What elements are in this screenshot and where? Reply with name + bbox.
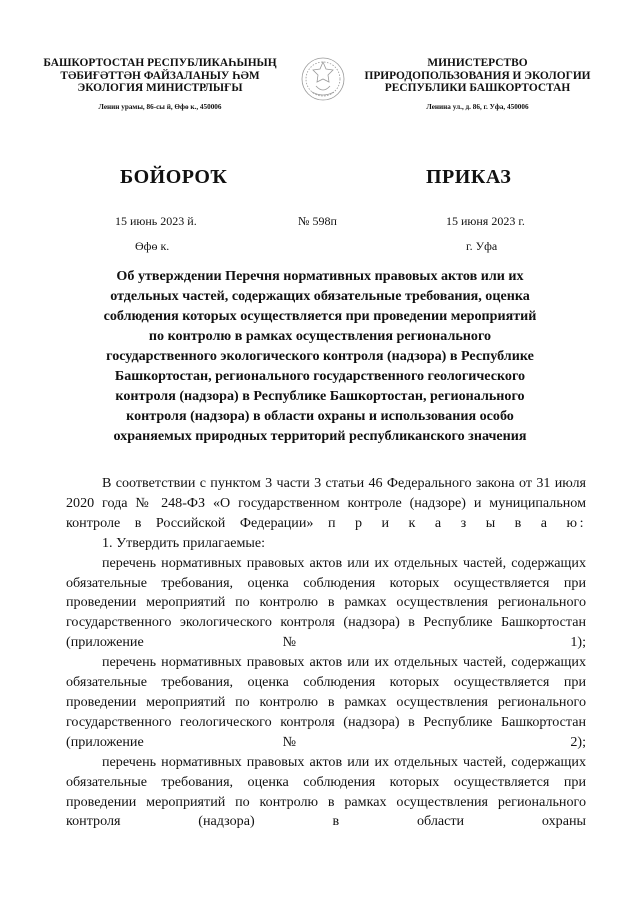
document-title — [60, 266, 580, 446]
intro-paragraph — [66, 474, 586, 534]
document-body — [66, 474, 586, 832]
ministry-line: МИНИСТЕРСТВО — [427, 57, 528, 69]
order-city-bashkir: Өфө к. — [135, 239, 170, 253]
title-line: государственного экологического контроля (надзора) в Республике — [106, 348, 534, 364]
title-line: по контролю в рамках осуществления регионального — [148, 328, 492, 344]
title-line: охраняемых природных территорий республиканского значения — [113, 428, 527, 444]
order-verb: п р и к а з ы в а ю: — [327, 514, 586, 531]
title-line: соблюдения которых осуществляется при проведении мероприятий — [103, 308, 537, 324]
title-line: Об утверждении Перечня нормативных правовых актов или их — [116, 268, 524, 284]
list-item: перечень нормативных правовых актов или их отдельных частей, содержащих обязательные требования, оценка соблюдения которых осуществляется при проведении мероприятий по контролю в рамках осуществления регионального государственного экологического контроля (надзора) в Республике Башкортостан (приложение № 1); — [66, 554, 586, 651]
order-heading-russian: ПРИКАЗ — [426, 166, 512, 188]
title-line: Башкортостан, регионального государственного геологического — [114, 368, 526, 384]
list-item: перечень нормативных правовых актов или их отдельных частей, содержащих обязательные требования, оценка соблюдения которых осуществляется при проведении мероприятий по контролю в рамках осуществления регионального контроля (надзора) в области охраны — [66, 753, 586, 830]
list-item: перечень нормативных правовых актов или их отдельных частей, содержащих обязательные требования, оценка соблюдения которых осуществляется при проведении мероприятий по контролю в рамках осуществления регионального государственного геологического контроля (надзора) в Республике Башкортостан (приложение № 2); — [66, 654, 586, 750]
order-heading-bashkir: БОЙОРОҠ — [120, 166, 228, 188]
item-1: 1. Утвердить прилагаемые: — [102, 534, 266, 551]
intro-text: В соответствии с пунктом 3 части 3 статьи 46 Федерального закона от 31 июля 2020 года № 248-ФЗ «О государственном контроле (надзоре) и муниципальном контроле в Российской Федерации» — [66, 475, 586, 531]
ministry-name-bashkir — [30, 57, 290, 95]
coat-of-arms-icon — [298, 52, 348, 108]
ministry-line: ПРИРОДОПОЛЬЗОВАНИЯ И ЭКОЛОГИИ — [364, 69, 591, 82]
ministry-line: РЕСПУБЛИКИ БАШКОРТОСТАН — [384, 82, 571, 95]
ministry-line: БАШКОРТОСТАН РЕСПУБЛИКАҺЫНЫҢ — [43, 57, 277, 69]
ministry-line: ЭКОЛОГИЯ МИНИСТРЛЫҒЫ — [77, 82, 243, 95]
title-line: отдельных частей, содержащих обязательные требования, оценка — [110, 288, 530, 304]
address-bashkir: Ленин урамы, 86-сы й, Өфө к., 450006 — [98, 103, 222, 111]
address-russian: Ленина ул., д. 86, г. Уфа, 450006 — [426, 103, 529, 111]
order-date-bashkir: 15 июнь 2023 й. — [115, 214, 197, 228]
order-date-russian: 15 июня 2023 г. — [446, 214, 525, 228]
title-line: контроля (надзора) в Республике Башкортостан, регионального — [115, 388, 525, 404]
ministry-line: ТӘБИҒӘТТӘН ФАЙЗАЛАНЫУ ҺӘМ — [60, 69, 260, 82]
order-number: № 598п — [298, 214, 337, 228]
order-city-russian: г. Уфа — [466, 239, 498, 253]
ministry-name-russian — [355, 57, 600, 95]
title-line: контроля (надзора) в области охраны и использования особо — [126, 408, 514, 424]
